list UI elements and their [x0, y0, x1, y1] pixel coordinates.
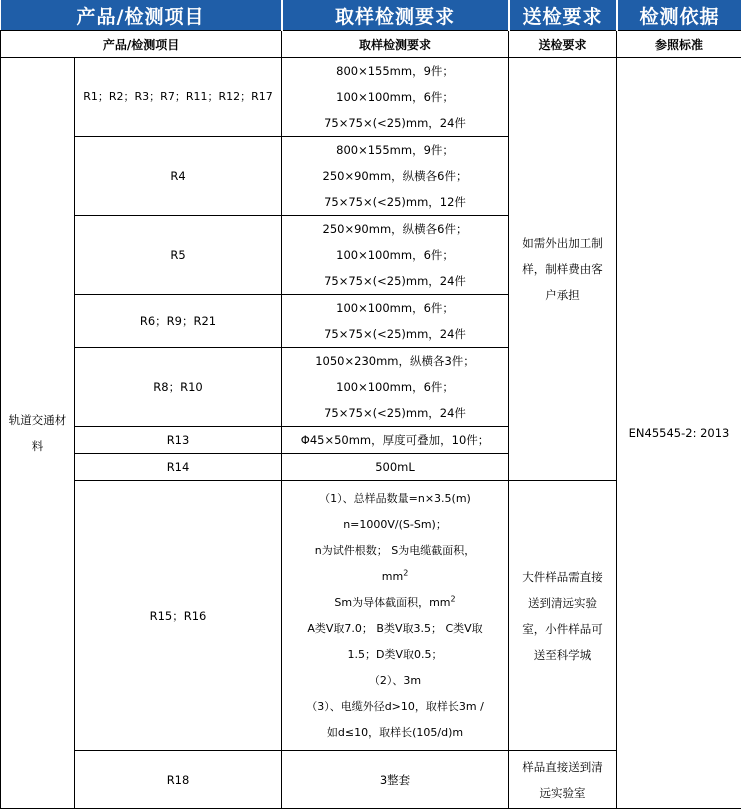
requirement-line: 250×90mm，纵横各6件； — [322, 169, 468, 183]
submission-note-large — [509, 481, 617, 751]
note-line: 户承担 — [545, 288, 580, 302]
table-row — [1, 58, 741, 137]
item-cell: R4 — [75, 137, 282, 216]
note-line: 送至科学城 — [533, 647, 592, 662]
item-cell: R13 — [75, 427, 282, 454]
requirement-cell — [282, 454, 509, 481]
item-cell: R14 — [75, 454, 282, 481]
requirement-line: 100×100mm，6件； — [336, 380, 454, 394]
superscript: 2 — [403, 567, 409, 577]
submission-note-direct — [509, 751, 617, 809]
requirement-line: 75×75×(<25)mm，24件 — [324, 116, 466, 130]
requirement-line: 75×75×(<25)mm，24件 — [324, 327, 466, 341]
note-line: 室，小件样品可 — [522, 621, 603, 636]
requirement-line: 250×90mm，纵横各6件； — [322, 222, 468, 236]
banner-row — [1, 0, 741, 31]
requirement-cell — [282, 481, 509, 751]
requirement-line: 800×155mm，9件； — [336, 64, 454, 78]
requirement-cell — [282, 58, 509, 137]
requirement-cell — [282, 751, 509, 809]
item-cell: R18 — [75, 751, 282, 809]
requirement-line: 100×100mm，6件； — [336, 301, 454, 315]
requirement-cell — [282, 216, 509, 295]
standard-cell: EN45545-2: 2013 — [617, 58, 741, 809]
requirement-line: 800×155mm，9件； — [336, 143, 454, 157]
category-line: 轨道交通材 — [8, 413, 67, 427]
requirement-line: 1.5；D类V取0.5； — [347, 647, 443, 661]
banner-item: 产品/检测项目 — [1, 0, 282, 31]
note-line: 样品直接送到清 — [522, 759, 603, 774]
note-line: 如需外出加工制 — [522, 236, 603, 250]
requirement-line: n=1000V/(S-Sm)； — [343, 517, 447, 531]
item-cell: R5 — [75, 216, 282, 295]
category-line: 料 — [31, 439, 44, 453]
requirement-cell — [282, 295, 509, 348]
requirement-line: 500mL — [375, 460, 415, 474]
note-line: 送到清远实验 — [528, 595, 598, 610]
banner-submission: 送检要求 — [509, 0, 617, 31]
item-cell: R1；R2；R3；R7；R11；R12；R17 — [75, 58, 282, 137]
category-cell — [1, 58, 75, 809]
header-standard: 参照标准 — [617, 31, 741, 58]
submission-note-external — [509, 58, 617, 481]
unit-text: mm — [381, 569, 404, 583]
unit-text: Sm为导体截面积，mm — [334, 595, 451, 609]
item-cell: R8；R10 — [75, 348, 282, 427]
requirement-line: 1050×230mm，纵横各3件； — [315, 354, 475, 368]
header-item: 产品/检测项目 — [1, 31, 282, 58]
requirement-line: （1）、总样品数量=n×3.5(m) — [319, 491, 471, 505]
note-line: 大件样品需直接 — [522, 569, 603, 584]
header-row — [1, 31, 741, 58]
requirement-line: 100×100mm，6件； — [336, 248, 454, 262]
requirement-line: 如d≤10，取样长(105/d)m — [326, 725, 464, 739]
header-requirement: 取样检测要求 — [282, 31, 509, 58]
requirement-line — [282, 564, 508, 590]
requirement-line: （2）、3m — [368, 673, 422, 687]
requirement-line — [282, 590, 508, 616]
requirement-line: 100×100mm，6件； — [336, 90, 454, 104]
requirement-cell — [282, 427, 509, 454]
requirement-line: 75×75×(<25)mm，24件 — [324, 274, 466, 288]
requirement-line: 3整套 — [379, 772, 411, 787]
banner-requirement: 取样检测要求 — [282, 0, 509, 31]
note-line: 样，制样费由客 — [522, 262, 603, 276]
note-line: 远实验室 — [539, 785, 586, 800]
requirement-cell — [282, 137, 509, 216]
requirement-line: 75×75×(<25)mm，24件 — [324, 406, 466, 420]
requirement-line: A类V取7.0； B类V取3.5； C类V取 — [307, 621, 483, 635]
superscript: 2 — [450, 593, 456, 603]
header-submission: 送检要求 — [509, 31, 617, 58]
requirement-line: Φ45×50mm，厚度可叠加，10件； — [300, 433, 490, 447]
requirement-line: （3）、电缆外径d>10，取样长3m / — [306, 699, 484, 713]
requirement-line: n为试件根数； S为电缆截面积， — [314, 543, 476, 557]
item-cell: R6；R9；R21 — [75, 295, 282, 348]
requirement-line: 75×75×(<25)mm，12件 — [324, 195, 466, 209]
banner-basis: 检测依据 — [617, 0, 741, 31]
requirement-cell — [282, 348, 509, 427]
item-cell: R15；R16 — [75, 481, 282, 751]
